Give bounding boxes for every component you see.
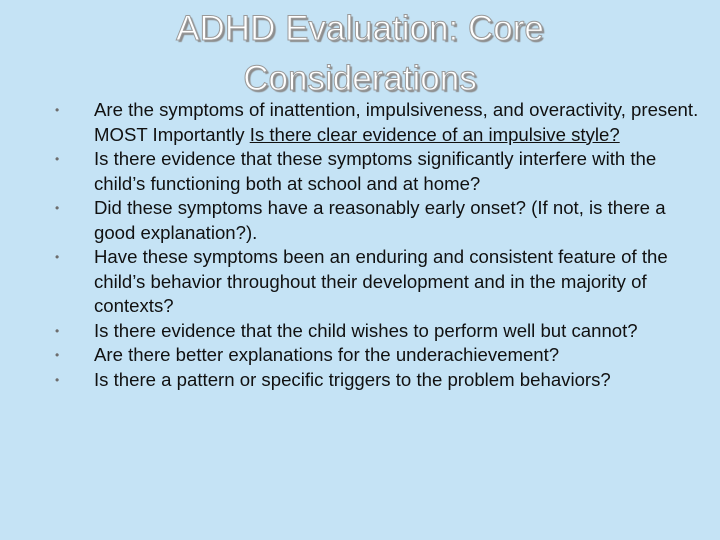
- bullet-text-2: Is there evidence that these symptoms significantly interfere with the child’s functioning both at school and at home?: [94, 148, 657, 194]
- bullet-item-3: [54, 196, 704, 245]
- slide-title: [60, 4, 660, 104]
- bullet-text-1: Are the symptoms of inattention, impulsiveness, and overactivity, present. MOST Importantly: [94, 99, 699, 145]
- bullet-item-2: [54, 147, 704, 196]
- bullet-icon: •: [55, 323, 60, 338]
- bullet-text-6: Are there better explanations for the underachievement?: [94, 344, 560, 365]
- bullet-item-1: [54, 98, 704, 147]
- bullet-text-3: Did these symptoms have a reasonably early onset? (If not, is there a good explanation?).: [94, 197, 666, 243]
- bullet-item-6: [54, 343, 704, 368]
- bullet-text-5: Is there evidence that the child wishes to perform well but cannot?: [94, 319, 638, 341]
- bullet-item-5: [54, 319, 704, 344]
- bullet-icon: •: [55, 250, 60, 264]
- bullet-text-4: Have these symptoms been an enduring and consistent feature of the child’s behavior throughout their development and in the majority of contexts?: [94, 246, 668, 316]
- bullet-icon: •: [55, 348, 60, 362]
- bullet-item-4: [54, 245, 704, 319]
- bullet-icon: •: [55, 103, 60, 117]
- bullet-text-7: Is there a pattern or specific triggers to the problem behaviors?: [94, 368, 611, 390]
- bullet-text-1-underlined: Is there clear evidence of an impulsive style?: [249, 123, 620, 145]
- slide-title-line-1: ADHD Evaluation: Core: [176, 9, 544, 48]
- slide-title-line-2: Considerations: [243, 59, 477, 98]
- bullet-icon: •: [55, 201, 60, 215]
- bullet-list: [54, 98, 704, 392]
- bullet-item-7: [54, 368, 704, 393]
- bullet-icon: •: [55, 372, 60, 387]
- bullet-icon: •: [55, 152, 60, 166]
